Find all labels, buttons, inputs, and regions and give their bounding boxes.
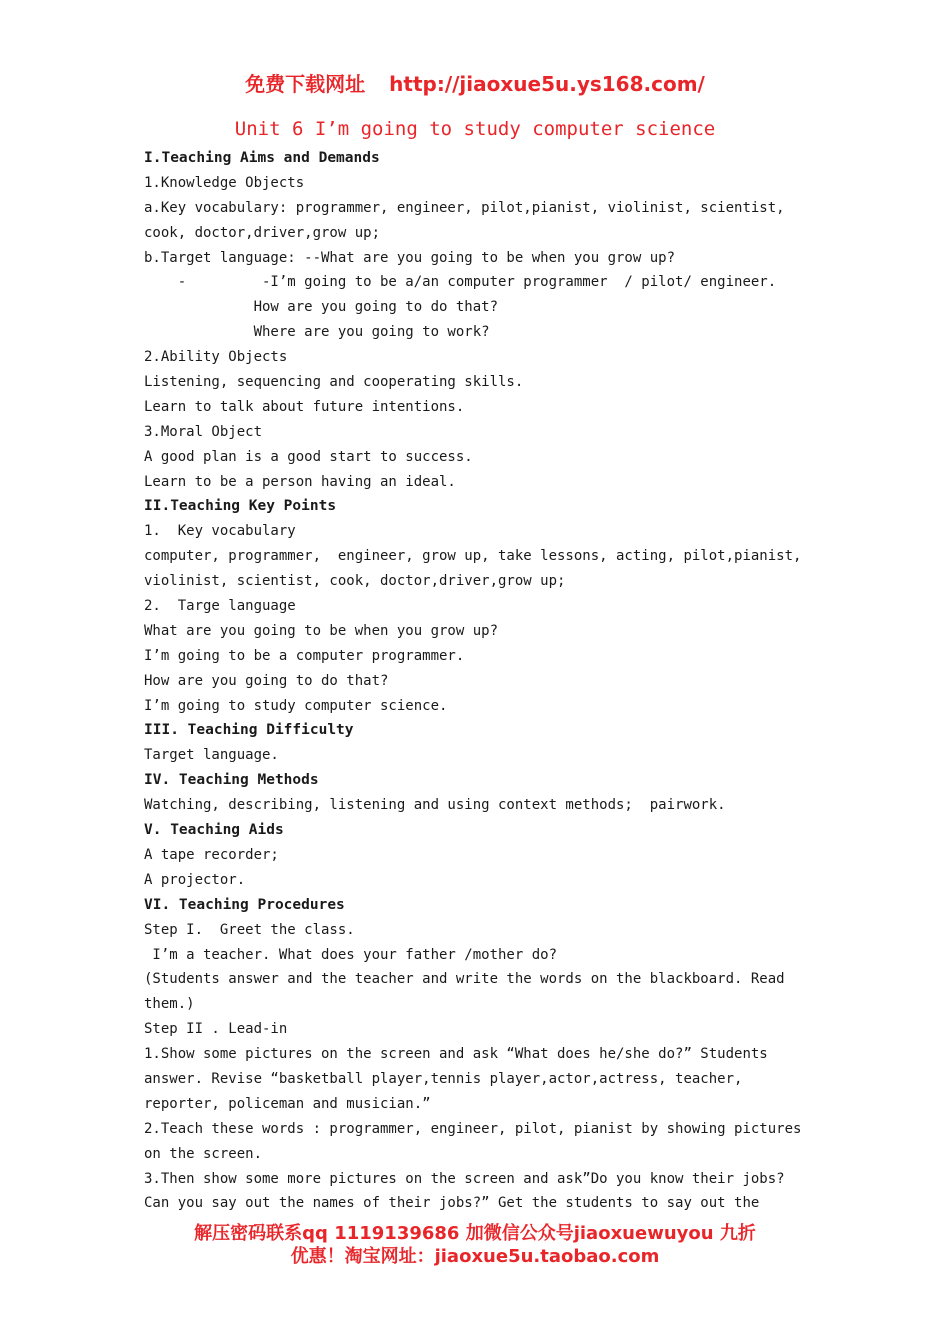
text-line: A good plan is a good start to success. [144,448,473,465]
text-line: Watching, describing, listening and using context methods; pairwork. [144,797,726,814]
text-line: 1. Key vocabulary [144,523,296,540]
text-line: Where are you going to work? [144,324,490,341]
section-heading: VI. Teaching Procedures [144,896,345,913]
text-line: 1.Knowledge Objects [144,174,305,191]
text-line: I’m going to be a computer programmer. [144,647,465,664]
section-heading: V. Teaching Aids [144,822,284,839]
text-line: What are you going to be when you grow up? [144,622,499,639]
text-line: cook, doctor,driver,grow up; [144,224,381,241]
text-line: computer, programmer, engineer, grow up, take lessons, acting, pilot,pianist, [144,548,802,565]
footer-contact-line: 解压密码联系qq 1119139686 加微信公众号jiaoxuewuyou 九折 [194,1223,756,1244]
text-line: 3.Then show some more pictures on the screen and ask”Do you know their jobs? [144,1170,785,1187]
text-line: (Students answer and the teacher and write the words on the blackboard. Read [144,971,785,988]
document-body [144,146,824,1216]
text-line: 2. Targe language [144,598,296,615]
text-line: them.) [144,996,195,1013]
text-line: 3.Moral Object [144,423,263,440]
text-line: A projector. [144,871,246,888]
text-line: A tape recorder; [144,846,279,863]
text-line: 2.Teach these words : programmer, engineer, pilot, pianist by showing pictures [144,1120,802,1137]
text-line: on the screen. [144,1145,263,1162]
section-heading: I.Teaching Aims and Demands [144,150,380,166]
text-line: 2.Ability Objects [144,349,288,366]
text-line: Target language. [144,747,279,764]
header-banner [0,68,950,97]
footer-shop-line: 优惠！淘宝网址：jiaoxue5u.taobao.com [290,1246,660,1267]
section-heading: II.Teaching Key Points [144,498,337,515]
text-line: I’m a teacher. What does your father /mother do? [144,946,558,963]
text-line: Can you say out the names of their jobs?” Get the students to say out the [144,1195,760,1212]
text-line: How are you going to do that? [144,672,389,689]
text-line: a.Key vocabulary: programmer, engineer, pilot,pianist, violinist, scientist, [144,199,785,216]
site-url-link[interactable]: http://jiaoxue5u.ys168.com/ [389,72,705,96]
text-line: Listening, sequencing and cooperating skills. [144,374,524,391]
text-line: violinist, scientist, cook, doctor,driver,grow up; [144,573,566,590]
text-line: b.Target language: --What are you going to be when you grow up? [144,249,676,266]
site-label: 免费下载网址 [245,72,366,96]
section-heading: IV. Teaching Methods [144,772,319,789]
text-line: Step I. Greet the class. [144,921,355,938]
section-heading: III. Teaching Difficulty [144,722,354,739]
text-line: Learn to be a person having an ideal. [144,473,456,490]
text-line: Learn to talk about future intentions. [144,398,465,415]
text-line: Step II . Lead-in [144,1021,288,1038]
text-line: reporter, policeman and musician.” [144,1095,431,1112]
document-title: Unit 6 I’m going to study computer science [234,118,716,140]
text-line: - -I’m going to be a/an computer programmer / pilot/ engineer. [144,274,777,291]
text-line: How are you going to do that? [144,299,499,316]
text-line: 1.Show some pictures on the screen and ask “What does he/she do?” Students [144,1046,768,1063]
text-line: I’m going to study computer science. [144,697,448,714]
text-line: answer. Revise “basketball player,tennis player,actor,actress, teacher, [144,1070,743,1087]
